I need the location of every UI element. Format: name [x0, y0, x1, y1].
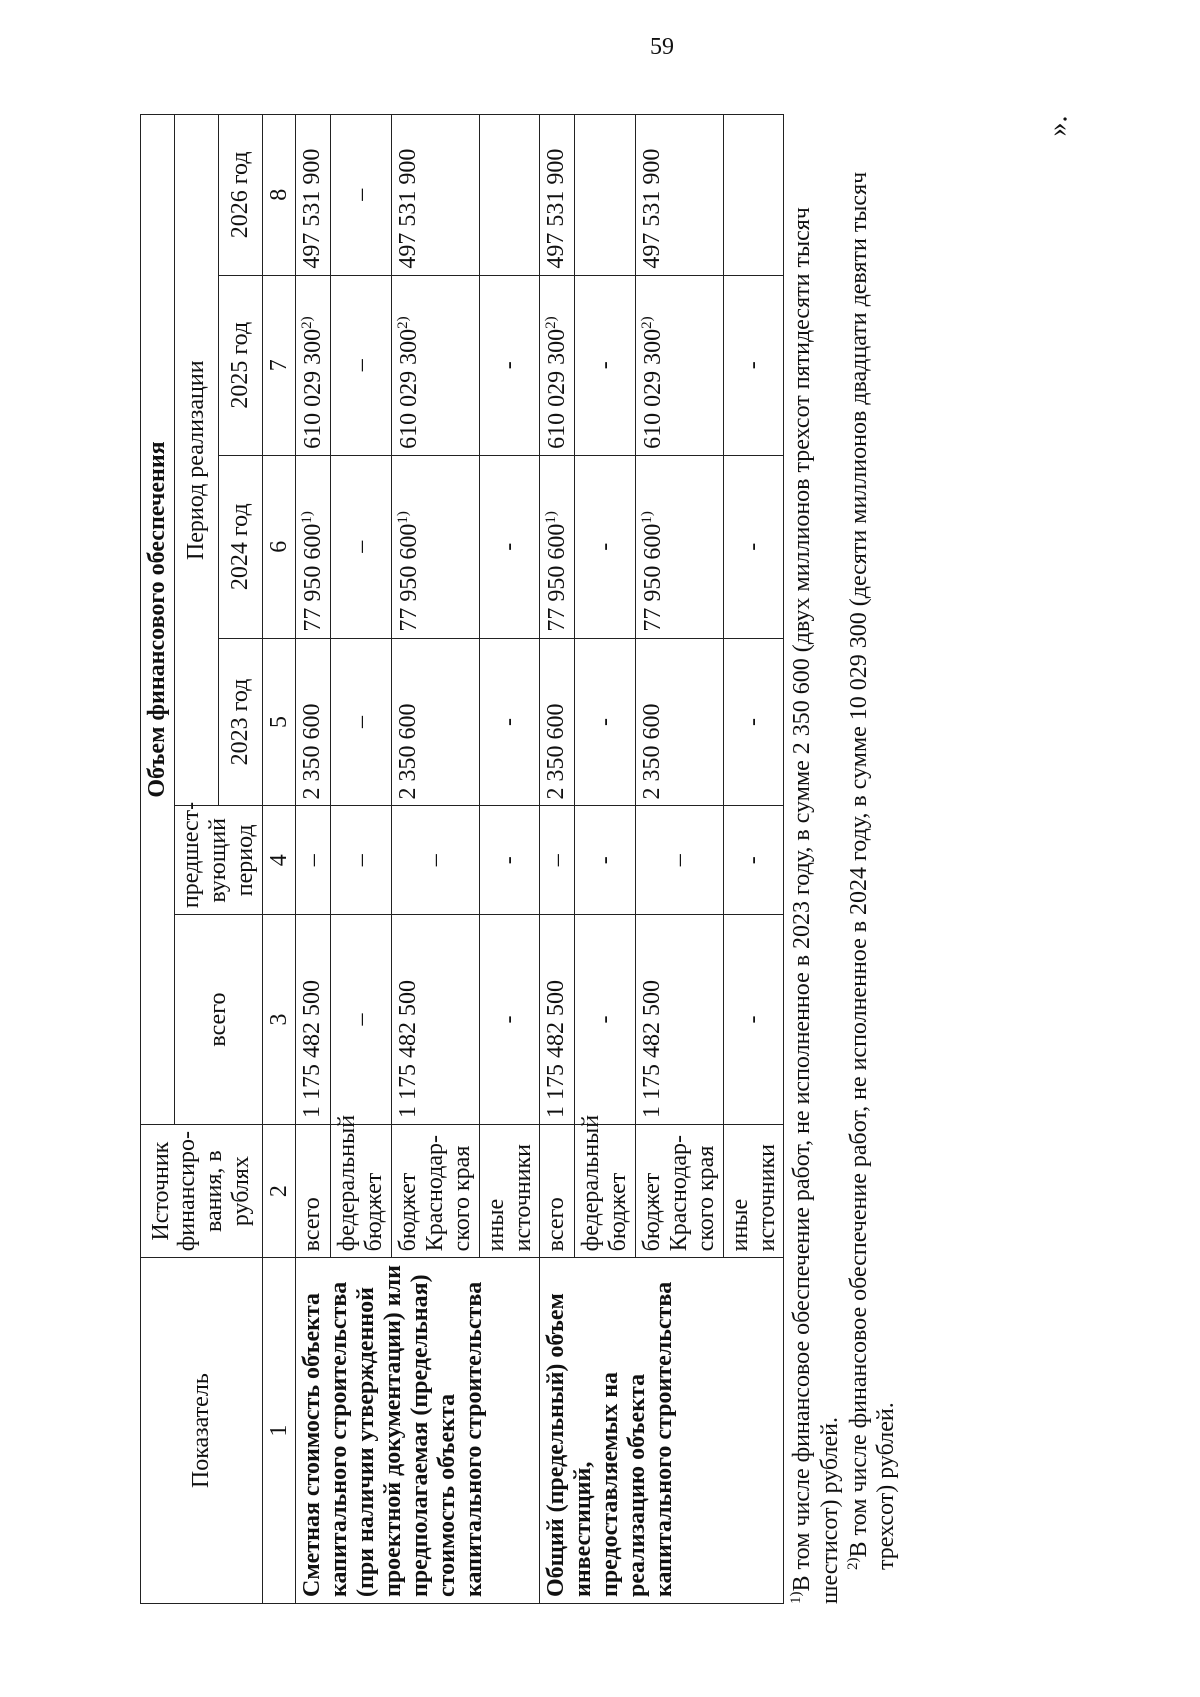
year-2024-cell: [540, 455, 575, 638]
source-cell: федеральный бюджет: [575, 1124, 636, 1257]
header-previous-period: предшест-вующий период: [174, 806, 262, 915]
footnote-mark: 1): [788, 1591, 805, 1604]
header-row-1: [141, 115, 175, 1604]
page-number: 59: [650, 34, 674, 60]
column-number: 5: [262, 638, 296, 806]
source-cell: бюджет Краснодар-ского края: [392, 1124, 480, 1257]
year-2024-cell: –: [331, 455, 392, 638]
total-cell: 1 175 482 500: [636, 915, 724, 1125]
previous-period-cell: -: [479, 806, 540, 915]
year-2026-cell: –: [331, 115, 392, 276]
year-2026-cell: 497 531 900: [296, 115, 331, 276]
header-year-2024: 2024 год: [218, 455, 262, 638]
source-cell: иные источники: [479, 1124, 540, 1257]
previous-period-cell: –: [296, 806, 331, 915]
previous-period-cell: –: [331, 806, 392, 915]
previous-period-cell: -: [723, 806, 784, 915]
column-number: 3: [262, 915, 296, 1125]
footnote-ref: 1): [639, 511, 655, 524]
column-number: 7: [262, 275, 296, 455]
indicator-estimated-cost: Сметная стоимость объекта капитального строительства (при наличии утвержденной проектной документации) или предполагаемая (предельная) стоимость объекта капитального строительства: [296, 1258, 540, 1604]
year-2024-cell: -: [575, 455, 636, 638]
year-2024-cell: [296, 455, 331, 638]
year-2026-cell: 497 531 900: [636, 115, 724, 276]
total-cell: –: [331, 915, 392, 1125]
year-2023-cell: -: [575, 638, 636, 806]
footnote-ref: 2): [543, 316, 560, 329]
year-2023-cell: 2 350 600: [392, 638, 480, 806]
previous-period-cell: –: [540, 806, 575, 915]
footnote-mark: 2): [844, 1557, 861, 1570]
column-number: 8: [262, 115, 296, 276]
footnote-ref: 1): [395, 511, 411, 524]
previous-period-cell: –: [392, 806, 480, 915]
source-cell: федеральный бюджет: [331, 1124, 392, 1257]
header-year-2025: 2025 год: [218, 275, 262, 455]
source-cell: всего: [296, 1124, 331, 1257]
source-cell: бюджет Краснодар-ского края: [636, 1124, 724, 1257]
year-2024-cell: -: [723, 455, 784, 638]
footnote-ref: 2): [299, 316, 316, 329]
value: 610 029 300: [300, 328, 327, 449]
column-number: 1: [262, 1258, 296, 1604]
closing-quote-mark: ».: [1042, 115, 1074, 137]
year-2026-cell: [575, 115, 636, 276]
rotated-content: [140, 114, 1080, 1604]
value: 77 950 600: [544, 523, 571, 632]
year-2023-cell: 2 350 600: [296, 638, 331, 806]
source-cell: всего: [540, 1124, 575, 1257]
header-indicator: Показатель: [141, 1258, 263, 1604]
year-2023-cell: -: [479, 638, 540, 806]
year-2025-cell: [636, 275, 724, 455]
footnote-ref: 2): [395, 316, 411, 329]
year-2025-cell: [296, 275, 331, 455]
value: 77 950 600: [396, 523, 422, 632]
year-2023-cell: -: [723, 638, 784, 806]
year-2024-cell: [636, 455, 724, 638]
total-cell: 1 175 482 500: [296, 915, 331, 1125]
indicator-investment-volume: Общий (предельный) объем инвестиций, предоставляемых на реализацию объекта капитального строительства: [540, 1258, 784, 1604]
header-financing-volume: Объем финансового обеспечения: [141, 115, 175, 1125]
year-2025-cell: [392, 275, 480, 455]
year-2025-cell: -: [575, 275, 636, 455]
header-implementation-period: Период реализации: [174, 115, 218, 806]
total-cell: -: [575, 915, 636, 1125]
total-cell: 1 175 482 500: [392, 915, 480, 1125]
column-number-row: [262, 115, 296, 1604]
financing-table: [140, 114, 784, 1604]
total-cell: -: [479, 915, 540, 1125]
value: 77 950 600: [300, 523, 327, 632]
source-cell: иные источники: [723, 1124, 784, 1257]
year-2024-cell: [392, 455, 480, 638]
footnotes: [788, 114, 900, 1604]
total-cell: -: [723, 915, 784, 1125]
value: 610 029 300: [396, 328, 422, 449]
value: 610 029 300: [640, 328, 666, 449]
year-2026-cell: [723, 115, 784, 276]
value: 77 950 600: [640, 523, 666, 632]
year-2025-cell: [540, 275, 575, 455]
year-2025-cell: -: [479, 275, 540, 455]
total-cell: 1 175 482 500: [540, 915, 575, 1125]
year-2026-cell: 497 531 900: [540, 115, 575, 276]
year-2026-cell: [479, 115, 540, 276]
header-year-2026: 2026 год: [218, 115, 262, 276]
footnote-text: В том числе финансовое обеспечение работ, не исполненное в 2024 году, в сумме 10 029 300 (десяти миллионов двадцати девяти тысяч трехсот) рублей.: [845, 171, 900, 1570]
year-2025-cell: -: [723, 275, 784, 455]
year-2024-cell: -: [479, 455, 540, 638]
value: 610 029 300: [544, 328, 571, 449]
header-total: всего: [174, 915, 262, 1125]
year-2023-cell: 2 350 600: [636, 638, 724, 806]
column-number: 6: [262, 455, 296, 638]
header-source: Источник финансиро-вания, в рублях: [141, 1124, 263, 1257]
previous-period-cell: –: [636, 806, 724, 915]
table-row: [540, 115, 575, 1604]
previous-period-cell: -: [575, 806, 636, 915]
year-2026-cell: 497 531 900: [392, 115, 480, 276]
table-row: [296, 115, 331, 1604]
footnote-1: [788, 114, 844, 1604]
column-number: 2: [262, 1124, 296, 1257]
column-number: 4: [262, 806, 296, 915]
footnote-ref: 2): [639, 316, 655, 329]
year-2025-cell: –: [331, 275, 392, 455]
footnote-ref: 1): [299, 511, 316, 524]
header-year-2023: 2023 год: [218, 638, 262, 806]
footnote-2: [845, 114, 901, 1604]
footnote-text: В том числе финансовое обеспечение работ, не исполненное в 2023 году, в сумме 2 350 600 (двух миллионов трехсот пятидесяти тысяч шестисот) рублей.: [789, 207, 843, 1604]
year-2023-cell: 2 350 600: [540, 638, 575, 806]
footnote-ref: 1): [543, 511, 560, 524]
year-2023-cell: –: [331, 638, 392, 806]
